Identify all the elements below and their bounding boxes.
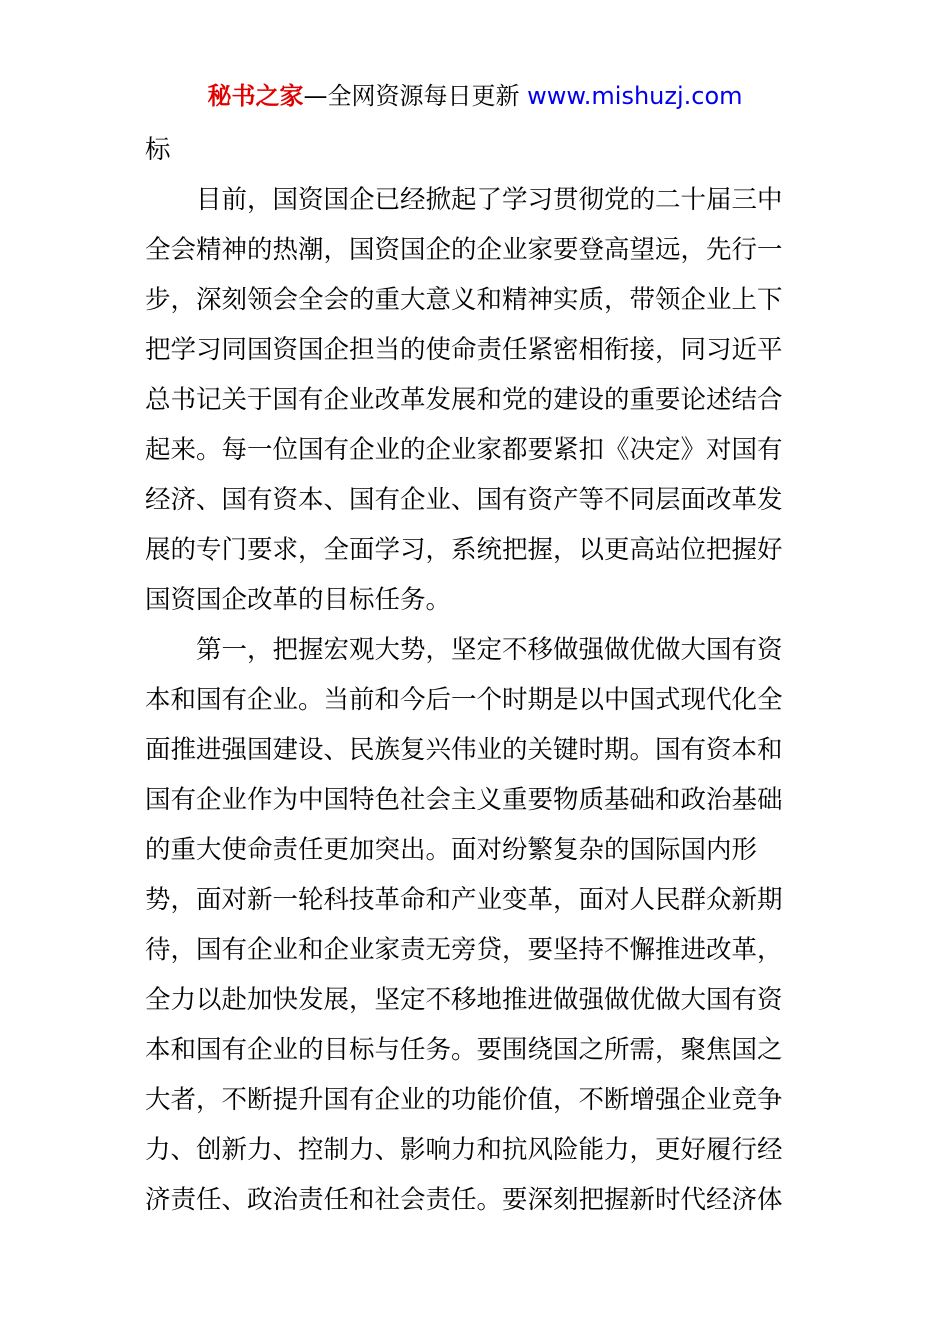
- header-tagline: —全网资源每日更新: [303, 82, 528, 110]
- text-line: 标: [145, 135, 171, 165]
- text-line: 大者，不断提升国有企业的功能价值，不断增强企业竞争: [145, 1085, 783, 1115]
- text-line: 国有企业作为中国特色社会主义重要物质基础和政治基础: [145, 785, 783, 815]
- text-line: 国资国企改革的目标任务。: [145, 585, 452, 615]
- text-line: 势，面对新一轮科技革命和产业变革，面对人民群众新期: [145, 885, 783, 915]
- text-line: 的重大使命责任更加突出。面对纷繁复杂的国际国内形: [145, 835, 758, 865]
- text-line: 第一，把握宏观大势，坚定不移做强做优做大国有资: [196, 635, 783, 665]
- text-line: 本和国有企业的目标与任务。要围绕国之所需，聚焦国之: [145, 1035, 783, 1065]
- brand-name: 秘书之家: [207, 82, 304, 110]
- website-link[interactable]: www.mishuzj.com: [527, 82, 743, 110]
- text-line: 步，深刻领会全会的重大意义和精神实质，带领企业上下: [145, 285, 783, 315]
- text-line: 起来。每一位国有企业的企业家都要紧扣《决定》对国有: [145, 435, 783, 465]
- text-line: 力、创新力、控制力、影响力和抗风险能力，更好履行经: [145, 1135, 783, 1165]
- text-line: 展的专门要求，全面学习，系统把握，以更高站位把握好: [145, 535, 783, 565]
- text-line: 把学习同国资国企担当的使命责任紧密相衔接，同习近平: [145, 335, 783, 365]
- text-line: 本和国有企业。当前和今后一个时期是以中国式现代化全: [145, 685, 783, 715]
- text-line: 济责任、政治责任和社会责任。要深刻把握新时代经济体: [145, 1185, 783, 1215]
- page-header: [0, 80, 950, 112]
- text-line: 面推进强国建设、民族复兴伟业的关键时期。国有资本和: [145, 735, 783, 765]
- text-line: 全会精神的热潮，国资国企的企业家要登高望远，先行一: [145, 235, 783, 265]
- document-body: [145, 125, 809, 1225]
- text-line: 全力以赴加快发展，坚定不移地推进做强做优做大国有资: [145, 985, 783, 1015]
- text-line: 经济、国有资本、国有企业、国有资产等不同层面改革发: [145, 485, 783, 515]
- text-line: 目前，国资国企已经掀起了学习贯彻党的二十届三中: [196, 185, 783, 215]
- text-line: 总书记关于国有企业改革发展和党的建设的重要论述结合: [145, 385, 783, 415]
- text-line: 待，国有企业和企业家责无旁贷，要坚持不懈推进改革，: [145, 935, 783, 965]
